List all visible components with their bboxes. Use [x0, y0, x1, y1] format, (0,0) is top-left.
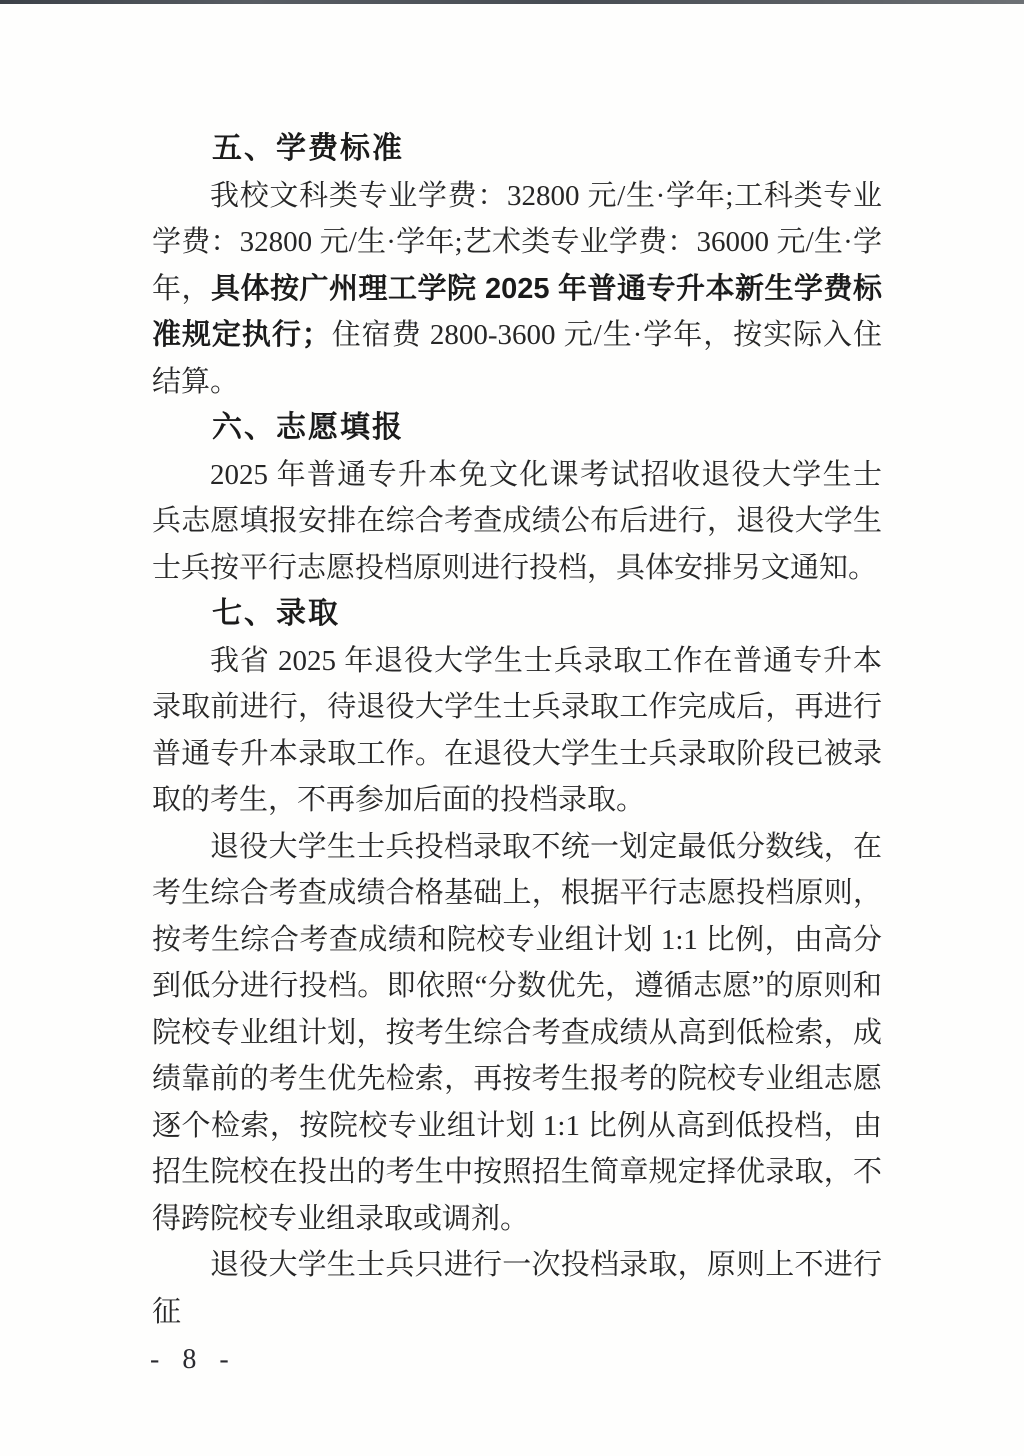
paragraph — [152, 824, 882, 1243]
text-run: 住宿费 2800-3600 元/生·学年，按实际入住结算。 — [152, 319, 882, 398]
text-run: 2025 年普通专升本免文化课考试招收退役大学生士兵志愿填报安排在综合考查成绩公布后进行，退役大学生士兵按平行志愿投档原则进行投档，具体安排另文通知。 — [152, 458, 882, 584]
section-heading: 五、学费标准 — [212, 132, 404, 165]
paragraph — [152, 452, 882, 592]
bold-text-run: 具体按广州理工学院 2025 年普通专升本新生学费标准规定执行； — [152, 272, 882, 351]
paragraph — [152, 173, 882, 406]
text-run: 退役大学生士兵投档录取不统一划定最低分数线，在考生综合考查成绩合格基础上，根据平行志愿投档原则，按考生综合考查成绩和院校专业组计划 1:1 比例，由高分到低分进行投档。即依照“分数优先，遵循志愿”的原则和院校专业组计划，按考生综合考查成绩从高到低检索，成绩靠前的考生优先检索，再按考生报考的院校专业组志愿逐个检索，按院校专业组计划 1:1 比例从高到低投档，由招生院校在投出的考生中按照招生简章规定择优录取，不得跨院校专业组录取或调剂。 — [152, 830, 882, 1235]
page-number: - 8 - — [150, 1344, 237, 1375]
scan-edge-artifact — [0, 0, 1024, 4]
document-content — [152, 126, 882, 1335]
paragraph — [152, 638, 882, 824]
section-heading: 七、录取 — [212, 597, 340, 630]
text-run: 退役大学生士兵只进行一次投档录取，原则上不进行征 — [152, 1249, 882, 1328]
text-run: 我校文科类专业学费：32800 元/生·学年;工科类专业学费：32800 元/生·学年;艺术类专业学费：36000 元/生·学年， — [152, 179, 882, 305]
section-heading: 六、志愿填报 — [212, 411, 404, 444]
text-run: 我省 2025 年退役大学生士兵录取工作在普通专升本录取前进行，待退役大学生士兵录取工作完成后，再进行普通专升本录取工作。在退役大学生士兵录取阶段已被录取的考生，不再参加后面的投档录取。 — [152, 644, 882, 816]
paragraph — [152, 1242, 882, 1335]
page-footer — [150, 1344, 237, 1376]
